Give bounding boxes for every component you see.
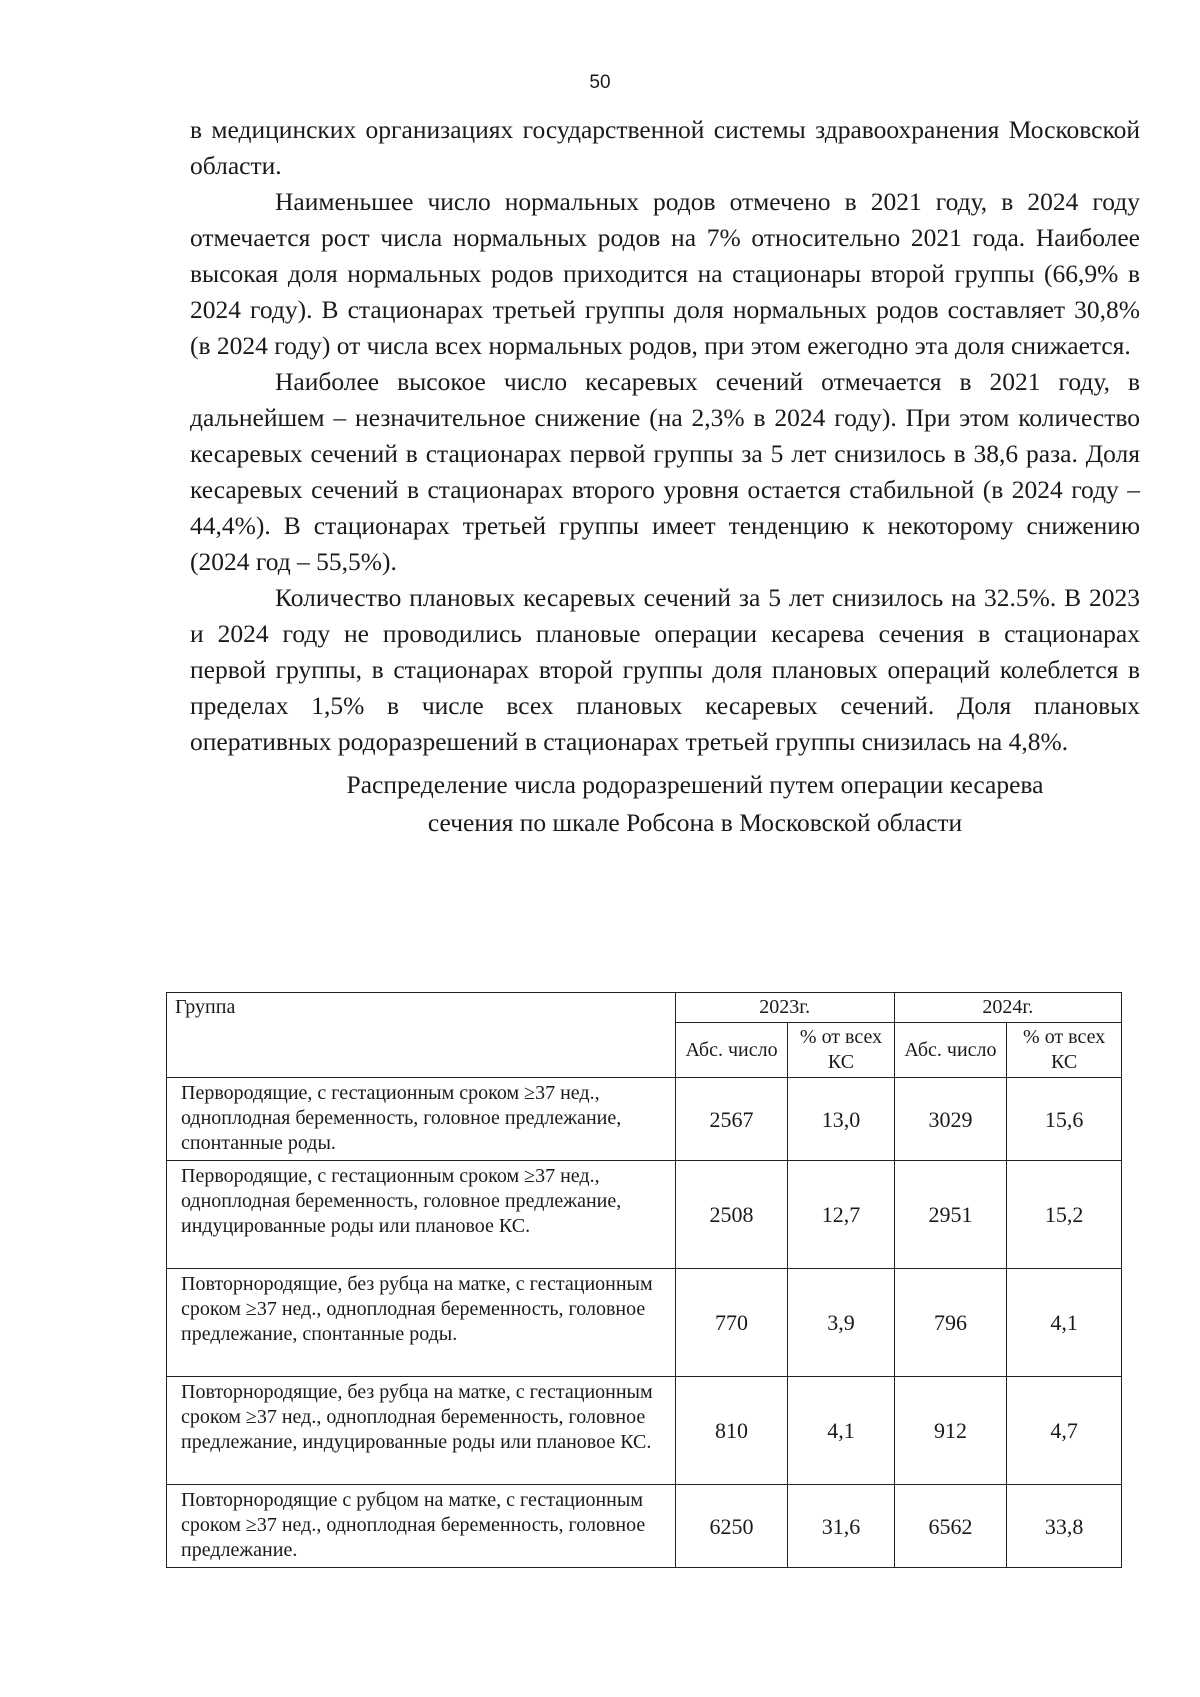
robson-table-container <box>166 992 1122 1568</box>
table-caption-line2: сечения по шкале Робсона в Московской области <box>427 808 963 837</box>
table-row <box>167 1161 1122 1269</box>
header-group: Группа <box>167 993 676 1078</box>
table-caption-line1: Распределение числа родоразрешений путем операции кесарева <box>346 770 1044 799</box>
table-row <box>167 1377 1122 1485</box>
cell-group: Повторнородящие с рубцом на матке, с гестационным сроком ≥37 нед., одноплодная беременность, головное предлежание. <box>167 1485 676 1568</box>
cell-abs-2024: 2951 <box>894 1161 1007 1269</box>
cell-abs-2024: 796 <box>894 1269 1007 1377</box>
cell-abs-2023: 2567 <box>675 1078 788 1161</box>
header-year-2023: 2023г. <box>675 993 894 1023</box>
page-number: 50 <box>589 72 611 93</box>
table-caption <box>190 766 1140 842</box>
paragraph-cesarean-sections: Наиболее высокое число кесаревых сечений отмечается в 2021 году, в дальнейшем – незначительное снижение (на 2,3% в 2024 году). При этом количество кесаревых сечений в стационарах первой группы за 5 лет снизилось в 38,6 раза. Доля кесаревых сечений в стационарах второго уровня остается стабильной (в 2024 году – 44,4%). В стационарах третьей группы имеет тенденцию к некоторому снижению (2024 год – 55,5%). <box>190 367 1140 576</box>
header-pct-2023: % от всех КС <box>788 1023 894 1078</box>
cell-pct-2023: 12,7 <box>788 1161 894 1269</box>
cell-abs-2024: 912 <box>894 1377 1007 1485</box>
header-pct-2024: % от всех КС <box>1007 1023 1122 1078</box>
cell-group: Первородящие, с гестационным сроком ≥37 нед., одноплодная беременность, головное предлежание, спонтанные роды. <box>167 1078 676 1161</box>
cell-abs-2024: 3029 <box>894 1078 1007 1161</box>
cell-pct-2024: 15,2 <box>1007 1161 1122 1269</box>
cell-pct-2023: 31,6 <box>788 1485 894 1568</box>
cell-abs-2023: 6250 <box>675 1485 788 1568</box>
cell-pct-2023: 3,9 <box>788 1269 894 1377</box>
cell-pct-2023: 4,1 <box>788 1377 894 1485</box>
cell-pct-2024: 4,7 <box>1007 1377 1122 1485</box>
table-row <box>167 1269 1122 1377</box>
header-year-2024: 2024г. <box>894 993 1121 1023</box>
header-abs-2023: Абс. число <box>675 1023 788 1078</box>
cell-abs-2023: 2508 <box>675 1161 788 1269</box>
table-row <box>167 1485 1122 1568</box>
cell-group: Первородящие, с гестационным сроком ≥37 нед., одноплодная беременность, головное предлежание, индуцированные роды или плановое КС. <box>167 1161 676 1269</box>
cell-abs-2023: 810 <box>675 1377 788 1485</box>
table-header-row-years <box>167 993 1122 1023</box>
paragraph-normal-births: Наименьшее число нормальных родов отмечено в 2021 году, в 2024 году отмечается рост числа нормальных родов на 7% относительно 2021 года. Наиболее высокая доля нормальных родов приходится на стационары второй группы (66,9% в 2024 году). В стационарах третьей группы доля нормальных родов составляет 30,8% (в 2024 году) от числа всех нормальных родов, при этом ежегодно эта доля снижается. <box>190 187 1140 360</box>
cell-pct-2024: 33,8 <box>1007 1485 1122 1568</box>
cell-abs-2023: 770 <box>675 1269 788 1377</box>
cell-pct-2024: 15,6 <box>1007 1078 1122 1161</box>
cell-pct-2023: 13,0 <box>788 1078 894 1161</box>
body-text <box>190 112 1140 842</box>
header-abs-2024: Абс. число <box>894 1023 1007 1078</box>
cell-group: Повторнородящие, без рубца на матке, с гестационным сроком ≥37 нед., одноплодная беременность, головное предлежание, индуцированные роды или плановое КС. <box>167 1377 676 1485</box>
table-row <box>167 1078 1122 1161</box>
paragraph-intro: в медицинских организациях государственной системы здравоохранения Московской области. <box>190 115 1140 180</box>
cell-group: Повторнородящие, без рубца на матке, с гестационным сроком ≥37 нед., одноплодная беременность, головное предлежание, спонтанные роды. <box>167 1269 676 1377</box>
cell-abs-2024: 6562 <box>894 1485 1007 1568</box>
paragraph-planned-cesarean: Количество плановых кесаревых сечений за 5 лет снизилось на 32.5%. В 2023 и 2024 году не проводились плановые операции кесарева сечения в стационарах первой группы, в стационарах второй группы доля плановых операций колеблется в пределах 1,5% в числе всех плановых кесаревых сечений. Доля плановых оперативных родоразрешений в стационарах третьей группы снизилась на 4,8%. <box>190 583 1140 756</box>
cell-pct-2024: 4,1 <box>1007 1269 1122 1377</box>
robson-table <box>166 992 1122 1568</box>
